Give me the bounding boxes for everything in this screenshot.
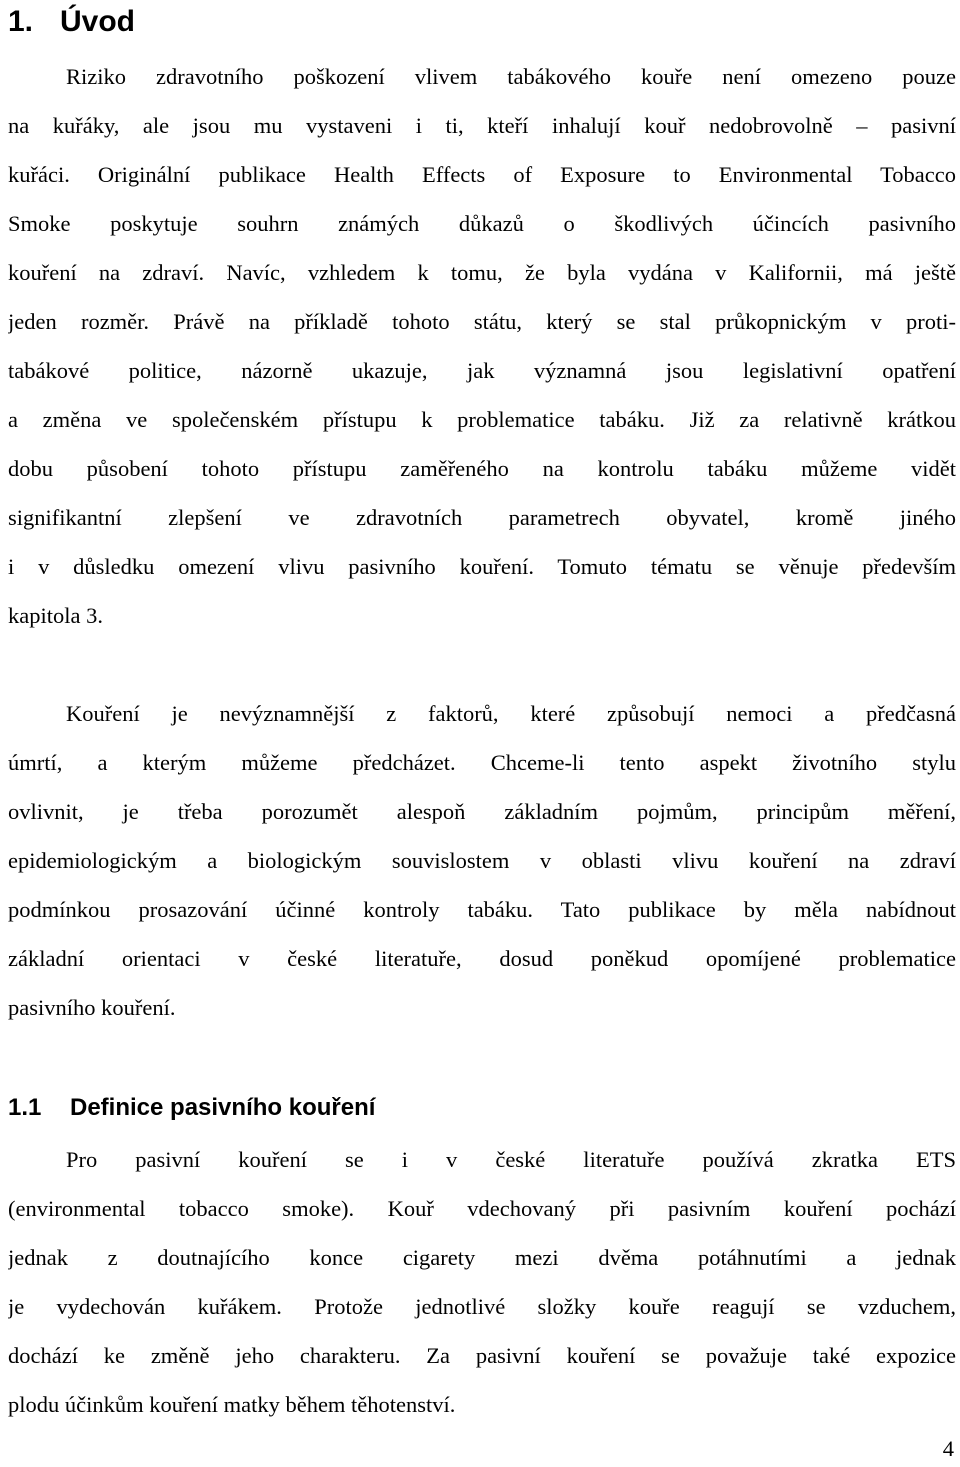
chapter-number: 1. xyxy=(8,5,34,38)
text-line: i v důsledku omezení vlivu pasivního kouření. Tomuto tématu se věnuje především xyxy=(8,554,956,579)
chapter-heading xyxy=(8,2,135,42)
text-line: pasivního kouření. xyxy=(8,995,176,1020)
page-number: 4 xyxy=(942,1436,954,1461)
text-line: je vydechován kuřákem. Protože jednotlivé složky kouře reagují se vzduchem, xyxy=(8,1294,956,1319)
text-line: kapitola 3. xyxy=(8,603,103,628)
text-line: jeden rozměr. Právě na příkladě tohoto státu, který se stal průkopnickým v proti- xyxy=(8,309,956,334)
text-line: podmínkou prosazování účinné kontroly tabáku. Tato publikace by měla nabídnout xyxy=(8,897,956,922)
text-line: úmrtí, a kterým můžeme předcházet. Chceme-li tento aspekt životního stylu xyxy=(8,750,956,775)
text-line: (environmental tobacco smoke). Kouř vdechovaný při pasivním kouření pochází xyxy=(8,1196,956,1221)
paragraph-definition xyxy=(8,1135,956,1429)
text-line: jednak z doutnajícího konce cigarety mezi dvěma potáhnutími a jednak xyxy=(8,1245,956,1270)
text-line: signifikantní zlepšení ve zdravotních parametrech obyvatel, kromě jiného xyxy=(8,505,956,530)
text-line: Kouření je nevýznamnější z faktorů, které způsobují nemoci a předčasná xyxy=(66,701,956,726)
section-heading xyxy=(8,1090,375,1126)
text-line: kuřáci. Originální publikace Health Effects of Exposure to Environmental Tobacco xyxy=(8,162,956,187)
text-line: kouření na zdraví. Navíc, vzhledem k tomu, že byla vydána v Kalifornii, má ještě xyxy=(8,260,956,285)
paragraph-smoking-risk xyxy=(8,689,956,1032)
text-line: na kuřáky, ale jsou mu vystaveni i ti, kteří inhalují kouř nedobrovolně – pasivní xyxy=(8,113,956,138)
paragraph-intro xyxy=(8,52,956,640)
text-line: dobu působení tohoto přístupu zaměřeného na kontrolu tabáku můžeme vidět xyxy=(8,456,956,481)
text-line: Pro pasivní kouření se i v české literatuře používá zkratka ETS xyxy=(66,1147,956,1172)
section-title: Definice pasivního kouření xyxy=(70,1094,376,1121)
text-line: dochází ke změně jeho charakteru. Za pasivní kouření se považuje také expozice xyxy=(8,1343,956,1368)
text-line: epidemiologickým a biologickým souvislostem v oblasti vlivu kouření na zdraví xyxy=(8,848,956,873)
text-line: a změna ve společenském přístupu k problematice tabáku. Již za relativně krátkou xyxy=(8,407,956,432)
text-line: ovlivnit, je třeba porozumět alespoň základním pojmům, principům měření, xyxy=(8,799,956,824)
text-line: tabákové politice, názorně ukazuje, jak významná jsou legislativní opatření xyxy=(8,358,956,383)
section-number: 1.1 xyxy=(8,1094,42,1121)
text-line: plodu účinkům kouření matky během těhotenství. xyxy=(8,1392,456,1417)
chapter-title: Úvod xyxy=(60,5,135,38)
text-line: Smoke poskytuje souhrn známých důkazů o škodlivých účincích pasivního xyxy=(8,211,956,236)
text-line: základní orientaci v české literatuře, dosud poněkud opomíjené problematice xyxy=(8,946,956,971)
text-line: Riziko zdravotního poškození vlivem tabákového kouře není omezeno pouze xyxy=(66,64,956,89)
